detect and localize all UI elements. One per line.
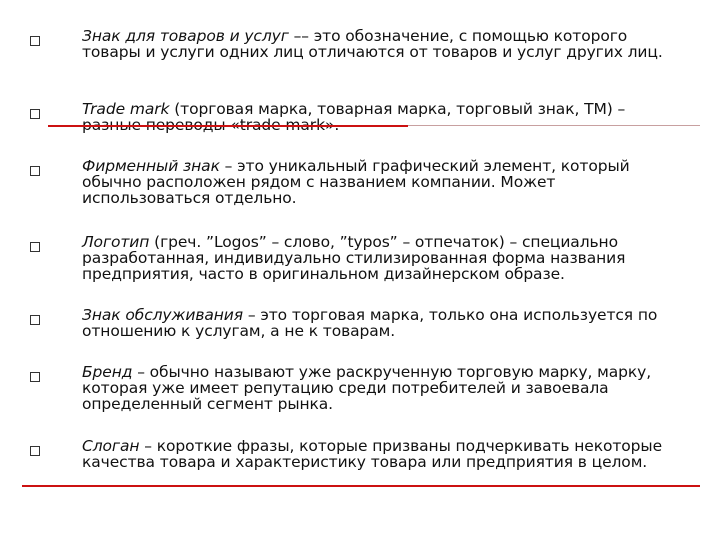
item-text <box>82 438 687 470</box>
item-term: Фирменный знак <box>82 157 220 175</box>
item-text <box>82 101 687 133</box>
item-term: Trade mark <box>82 100 170 118</box>
square-bullet-icon <box>30 166 40 176</box>
item-definition: (торговая марка, товарная марка, торговый знак, ТМ) – разные переводы «trade mark». <box>82 100 626 134</box>
square-bullet-icon <box>30 372 40 382</box>
square-bullet-icon <box>30 446 40 456</box>
item-definition: – короткие фразы, которые призваны подчеркивать некоторые качества товара и характеристику товара или предприятия в целом. <box>82 437 662 471</box>
bottom-rule <box>22 485 700 487</box>
item-term: Логотип <box>82 233 150 251</box>
item-definition: –– это обозначение, с помощью которого товары и услуги одних лиц отличаются от товаров и услуг других лиц. <box>82 27 663 61</box>
item-term: Знак обслуживания <box>82 306 244 324</box>
item-definition: – это уникальный графический элемент, который обычно расположен рядом с названием компании. Может использоваться отдельно. <box>82 157 630 207</box>
item-text <box>82 234 687 282</box>
square-bullet-icon <box>30 109 40 119</box>
item-term: Знак для товаров и услуг <box>82 27 289 45</box>
item-term: Слоган <box>82 437 140 455</box>
item-text <box>82 28 687 60</box>
square-bullet-icon <box>30 242 40 252</box>
item-text <box>82 158 687 206</box>
item-definition: – обычно называют уже раскрученную торговую марку, марку, которая уже имеет репутацию среди потребителей и завоевала определенный сегмент рынка. <box>82 363 652 413</box>
square-bullet-icon <box>30 315 40 325</box>
divider-rule <box>48 125 408 127</box>
item-definition: (греч. ”Logos” – слово, ”typos” – отпечаток) – специально разработанная, индивидуально стилизированная форма названия предприятия, часто в оригинальном дизайнерском образе. <box>82 233 626 283</box>
item-definition: – это торговая марка, только она используется по отношению к услугам, а не к товарам. <box>82 306 658 340</box>
item-term: Бренд <box>82 363 133 381</box>
divider-rule-thin <box>408 125 700 126</box>
item-text <box>82 307 687 339</box>
square-bullet-icon <box>30 36 40 46</box>
item-text <box>82 364 687 412</box>
